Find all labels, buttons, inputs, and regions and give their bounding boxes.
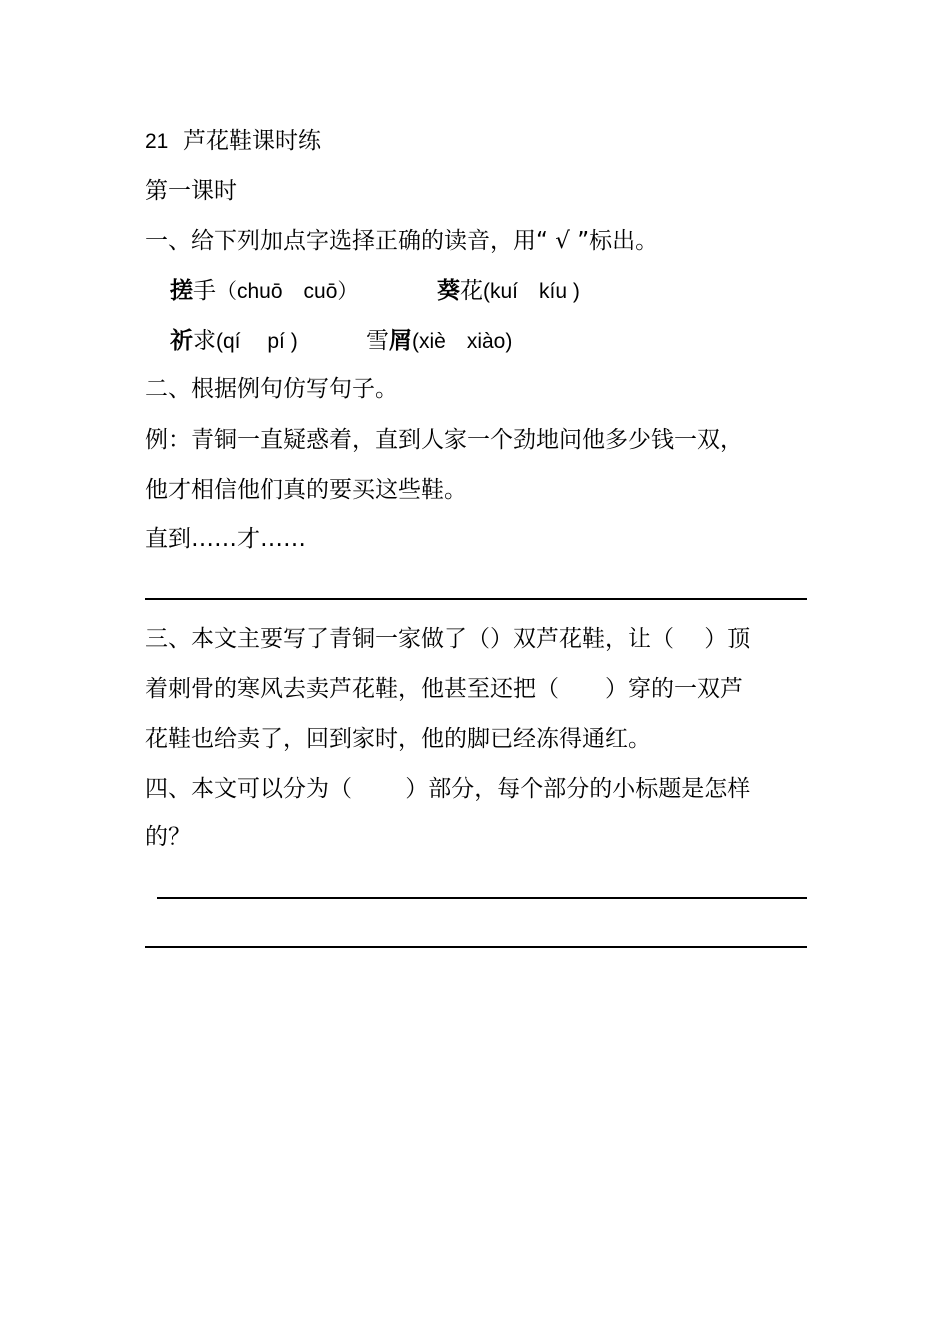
answer-line[interactable] bbox=[145, 598, 807, 600]
pinyin-options: (qí pí ) bbox=[216, 330, 298, 353]
dotted-char: 搓 bbox=[170, 278, 193, 304]
dotted-char: 葵 bbox=[437, 278, 460, 304]
item-rest: 求 bbox=[193, 328, 216, 354]
answer-line[interactable] bbox=[157, 897, 807, 899]
dotted-char: 屑 bbox=[389, 328, 412, 354]
q3-line1: 三、本文主要写了青铜一家做了（）双芦花鞋，让（ ）顶 bbox=[145, 626, 751, 652]
q1-heading: 一、给下列加点字选择正确的读音，用“ √ ”标出。 bbox=[145, 228, 659, 254]
q1-item-xie bbox=[366, 325, 512, 358]
item-prefix: 雪 bbox=[366, 328, 389, 354]
q3-line2: 着刺骨的寒风去卖芦花鞋，他甚至还把（ ）穿的一双芦 bbox=[145, 676, 743, 702]
q4-line1: 四、本文可以分为（ ）部分，每个部分的小标题是怎样 bbox=[145, 776, 751, 802]
item-rest: 手 bbox=[193, 278, 216, 304]
q3-line3: 花鞋也给卖了，回到家时，他的脚已经冻得通红。 bbox=[145, 726, 651, 752]
pinyin-options: (xiè xiào) bbox=[412, 330, 513, 353]
answer-line[interactable] bbox=[145, 946, 807, 948]
dotted-char: 祈 bbox=[170, 328, 193, 354]
title-text: 芦花鞋课时练 bbox=[182, 128, 321, 154]
q1-item-cuo bbox=[170, 275, 358, 308]
worksheet-title bbox=[145, 125, 321, 158]
lesson-label: 第一课时 bbox=[145, 178, 237, 204]
pinyin-options: （chuō cuō） bbox=[216, 280, 359, 303]
q1-item-kui bbox=[437, 275, 580, 308]
pinyin-options: (kuí kíu ) bbox=[483, 280, 580, 303]
q2-pattern: 直到……才…… bbox=[145, 526, 306, 552]
q2-example-line2: 他才相信他们真的要买这些鞋。 bbox=[145, 477, 467, 503]
lesson-number: 21 bbox=[145, 130, 169, 153]
item-rest: 花 bbox=[460, 278, 483, 304]
q2-heading: 二、根据例句仿写句子。 bbox=[145, 376, 398, 402]
q4-line2: 的？ bbox=[145, 824, 191, 850]
q2-example-line1: 例：青铜一直疑惑着，直到人家一个劲地问他多少钱一双， bbox=[145, 427, 743, 453]
q1-item-qi bbox=[170, 325, 298, 358]
